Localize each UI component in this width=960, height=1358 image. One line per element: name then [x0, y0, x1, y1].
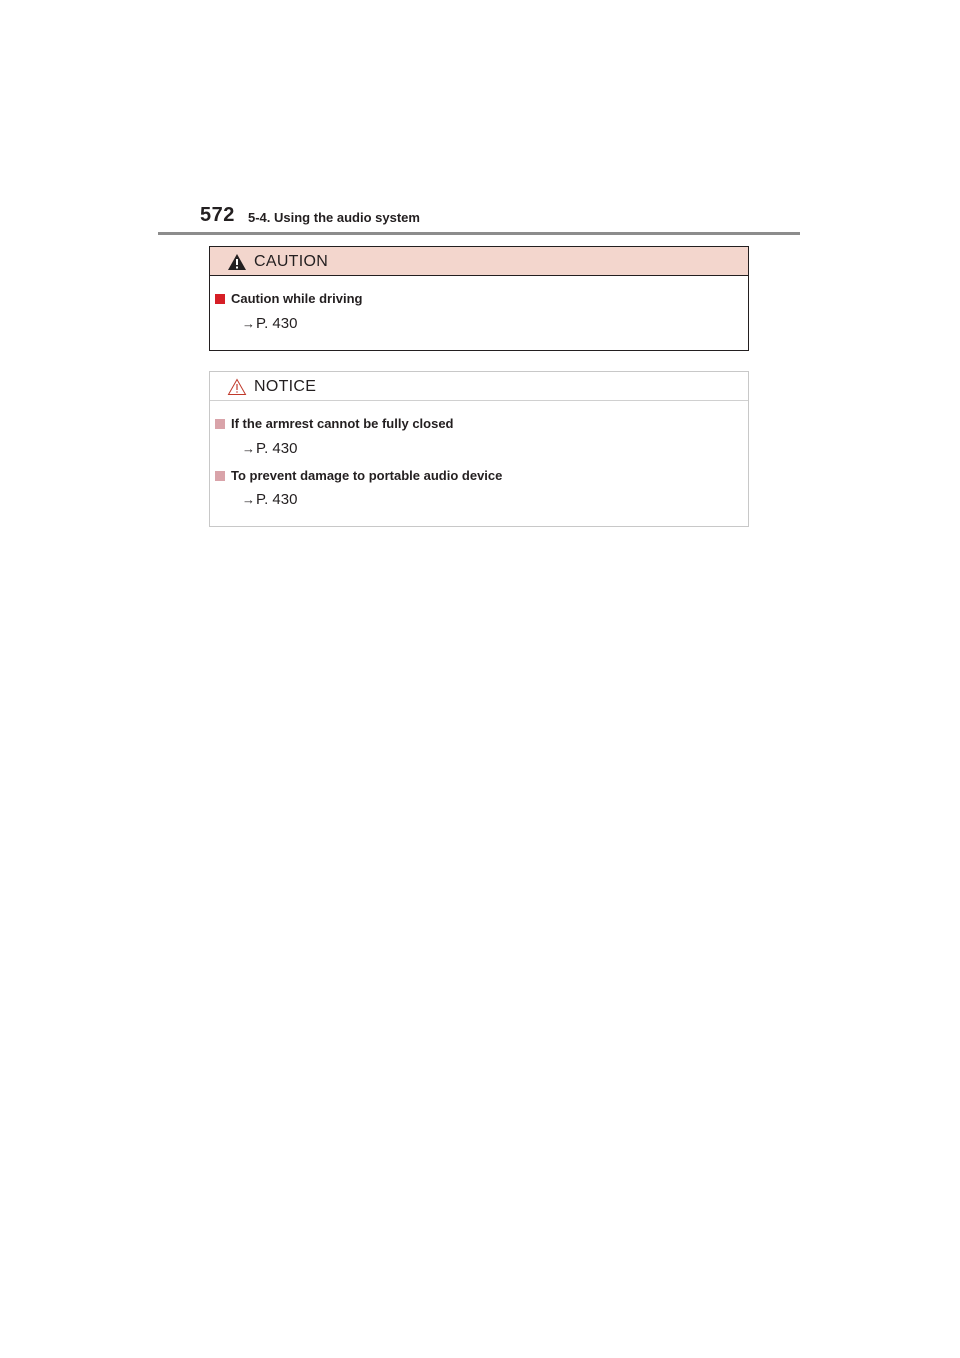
caution-item-ref[interactable] — [242, 315, 297, 332]
warning-triangle-outline-icon — [227, 378, 247, 396]
square-bullet-icon — [215, 471, 225, 481]
caution-title: CAUTION — [254, 253, 329, 270]
caution-ref-label[interactable]: P. 430 — [256, 315, 298, 332]
notice-item-label: To prevent damage to portable audio device — [231, 468, 503, 483]
notice-box — [209, 371, 749, 527]
square-bullet-icon — [215, 294, 225, 304]
notice-title: NOTICE — [254, 378, 317, 395]
right-arrow-icon: → — [242, 492, 255, 507]
notice-item-heading — [215, 468, 502, 483]
notice-ref-label[interactable]: P. 430 — [256, 440, 298, 457]
right-arrow-icon: → — [242, 316, 255, 331]
notice-header — [210, 372, 748, 401]
caution-item-label: Caution while driving — [231, 291, 363, 306]
notice-item-heading — [215, 416, 454, 431]
notice-item-ref[interactable] — [242, 491, 297, 508]
square-bullet-icon — [215, 419, 225, 429]
notice-item-label: If the armrest cannot be fully closed — [231, 416, 454, 431]
page-header — [158, 196, 800, 235]
caution-item-heading — [215, 291, 362, 306]
notice-item-ref[interactable] — [242, 440, 297, 457]
page-number: 572 — [200, 204, 235, 226]
notice-ref-label[interactable]: P. 430 — [256, 491, 298, 508]
caution-header — [210, 247, 748, 276]
caution-box — [209, 246, 749, 351]
section-title: 5-4. Using the audio system — [248, 210, 420, 225]
right-arrow-icon: → — [242, 441, 255, 456]
warning-triangle-filled-icon — [227, 253, 247, 271]
